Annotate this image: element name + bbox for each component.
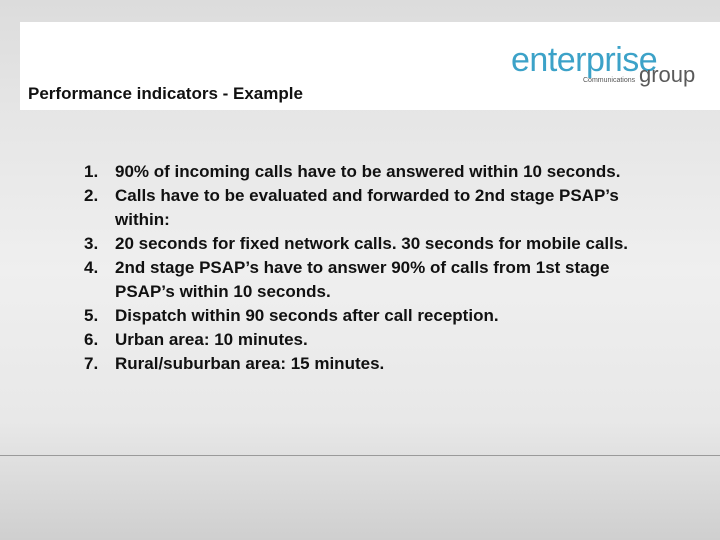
list-item [84,256,644,304]
list-item-number: 6. [84,330,99,349]
logo-communications-word: Communications [583,77,636,84]
list-item-text: Dispatch within 90 seconds after call reception. [115,306,499,325]
list-item-number: 1. [84,162,99,181]
slide-title: Performance indicators - Example [28,84,303,103]
list-item [84,304,644,328]
list-item [84,352,644,376]
list-item [84,160,644,184]
slide-header [20,22,720,110]
list-item-text: Urban area: 10 minutes. [115,330,308,349]
list-item [84,184,644,232]
logo-group-word: group [639,62,696,87]
indicator-list [84,160,644,376]
list-item-text: 90% of incoming calls have to be answered within 10 seconds. [115,162,621,181]
logo-enterprise-word: enterprise [511,41,658,79]
list-item-text: 2nd stage PSAP’s have to answer 90% of calls from 1st stage PSAP’s within 10 seconds. [115,258,610,301]
list-item [84,232,644,256]
list-item-number: 4. [84,258,99,277]
list-item-number: 3. [84,234,99,253]
list-item-text: Rural/suburban area: 15 minutes. [115,354,385,373]
company-logo [511,41,696,92]
list-item-number: 5. [84,306,99,325]
list-item-number: 2. [84,186,99,205]
list-item-text: Calls have to be evaluated and forwarded to 2nd stage PSAP’s within: [115,186,619,229]
list-item-text: 20 seconds for fixed network calls. 30 seconds for mobile calls. [115,234,629,253]
list-item [84,328,644,352]
list-item-number: 7. [84,354,99,373]
footer-divider [0,455,720,456]
